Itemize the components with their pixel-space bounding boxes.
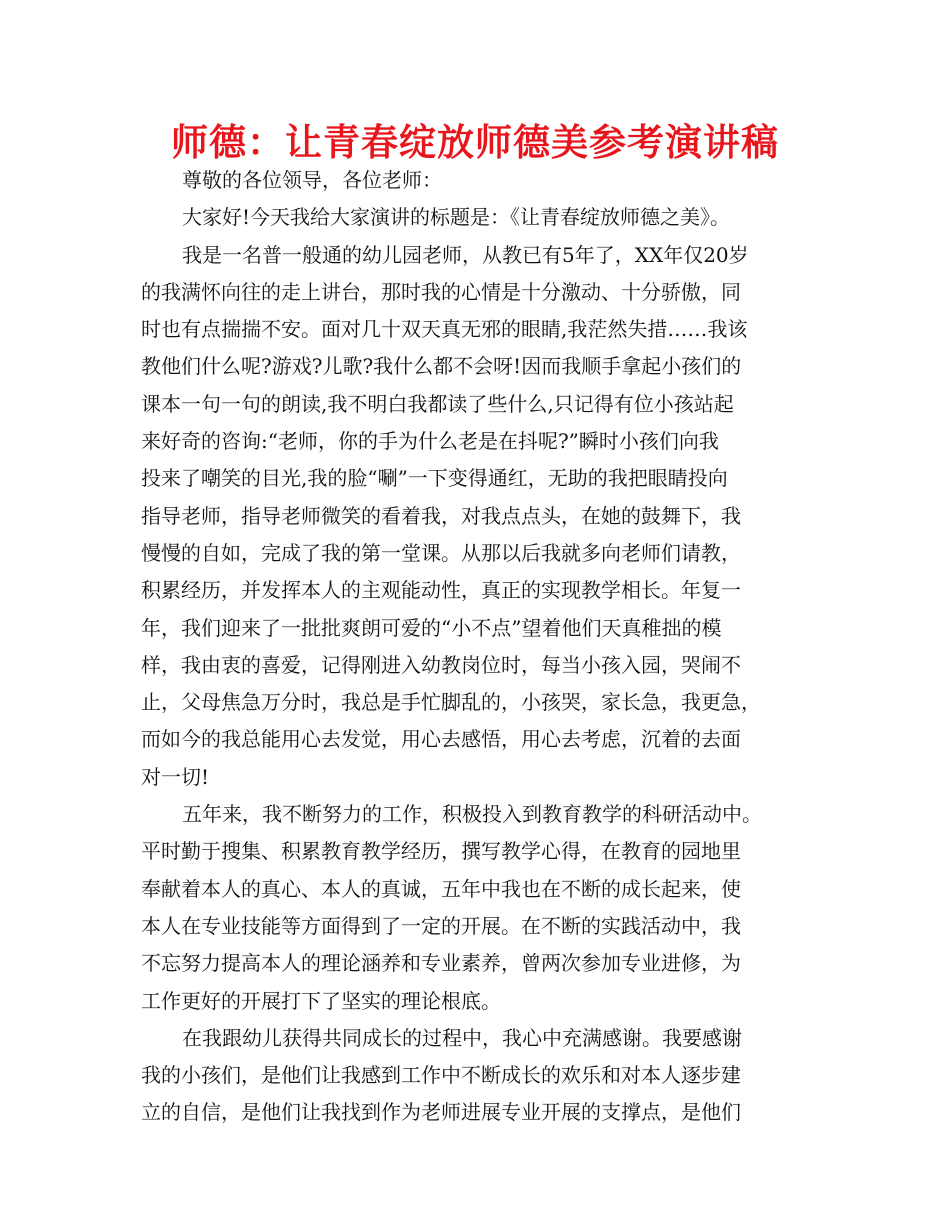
- text-line: 年，我们迎来了一批批爽朗可爱的“小不点”望着他们天真稚拙的模: [141, 615, 722, 640]
- text-line: 工作更好的开展打下了坚实的理论根底。: [141, 988, 501, 1013]
- text-line: 积累经历，并发挥本人的主观能动性，真正的实现教学相长。年复一: [141, 578, 741, 603]
- text-line: 教他们什么呢?游戏?儿歌?我什么都不会呀!因而我顺手拿起小孩们的: [141, 354, 742, 379]
- text-line: 指导老师，指导老师微笑的看着我，对我点点头，在她的鼓舞下，我: [141, 503, 741, 528]
- text-line: 投来了嘲笑的目光,我的脸“唰”一下变得通红，无助的我把眼睛投向: [141, 466, 728, 491]
- document-title: 师德：让青春绽放师德美参考演讲稿: [171, 121, 779, 164]
- text-line: 平时勤于搜集、积累教育教学经历，撰写教学心得，在教育的园地里: [141, 839, 741, 864]
- text-line: 的我满怀向往的走上讲台，那时我的心情是十分激动、十分骄傲，同: [141, 279, 741, 304]
- text-line: 大家好!今天我给大家演讲的标题是：《让青春绽放师德之美》。: [182, 205, 731, 230]
- text-line: 我的小孩们，是他们让我感到工作中不断成长的欢乐和对本人逐步建: [141, 1063, 741, 1088]
- text-line: 来好奇的咨询:“老师，你的手为什么老是在抖呢?”瞬时小孩们向我: [141, 429, 719, 454]
- text-line: 样，我由衷的喜爱，记得刚进入幼教岗位时，每当小孩入园，哭闹不: [141, 652, 741, 677]
- text-line: 立的自信，是他们让我找到作为老师进展专业开展的支撑点，是他们: [141, 1100, 741, 1125]
- text-line: 我是一名普一般通的幼儿园老师，从教已有5年了，XX年仅20岁: [182, 242, 749, 267]
- document-body: [141, 162, 829, 1132]
- text-line: 不忘努力提高本人的理论涵养和专业素养，曾两次参加专业进修，为: [141, 951, 741, 976]
- text-line: 慢慢的自如，完成了我的第一堂课。从那以后我就多向老师们请教，: [141, 540, 741, 565]
- text-line: 课本一句一句的朗读,我不明白我都读了些什么,只记得有位小孩站起: [141, 391, 734, 416]
- text-line: 在我跟幼儿获得共同成长的过程中，我心中充满感谢。我要感谢: [182, 1025, 742, 1050]
- text-line: 而如今的我总能用心去发觉，用心去感悟，用心去考虑，沉着的去面: [141, 727, 741, 752]
- text-line: 五年来，我不断努力的工作，积极投入到教育教学的科研活动中。: [182, 802, 762, 827]
- text-line: 止，父母焦急万分时，我总是手忙脚乱的，小孩哭，家长急，我更急，: [141, 690, 761, 715]
- text-line: 尊敬的各位领导，各位老师：: [182, 168, 442, 192]
- text-line: 时也有点揣揣不安。面对几十双天真无邪的眼睛,我茫然失措……我该: [141, 317, 748, 342]
- text-line: 对一切!: [141, 764, 210, 789]
- text-line: 奉献着本人的真心、本人的真诚，五年中我也在不断的成长起来，使: [141, 876, 741, 901]
- text-line: 本人在专业技能等方面得到了一定的开展。在不断的实践活动中，我: [141, 913, 741, 938]
